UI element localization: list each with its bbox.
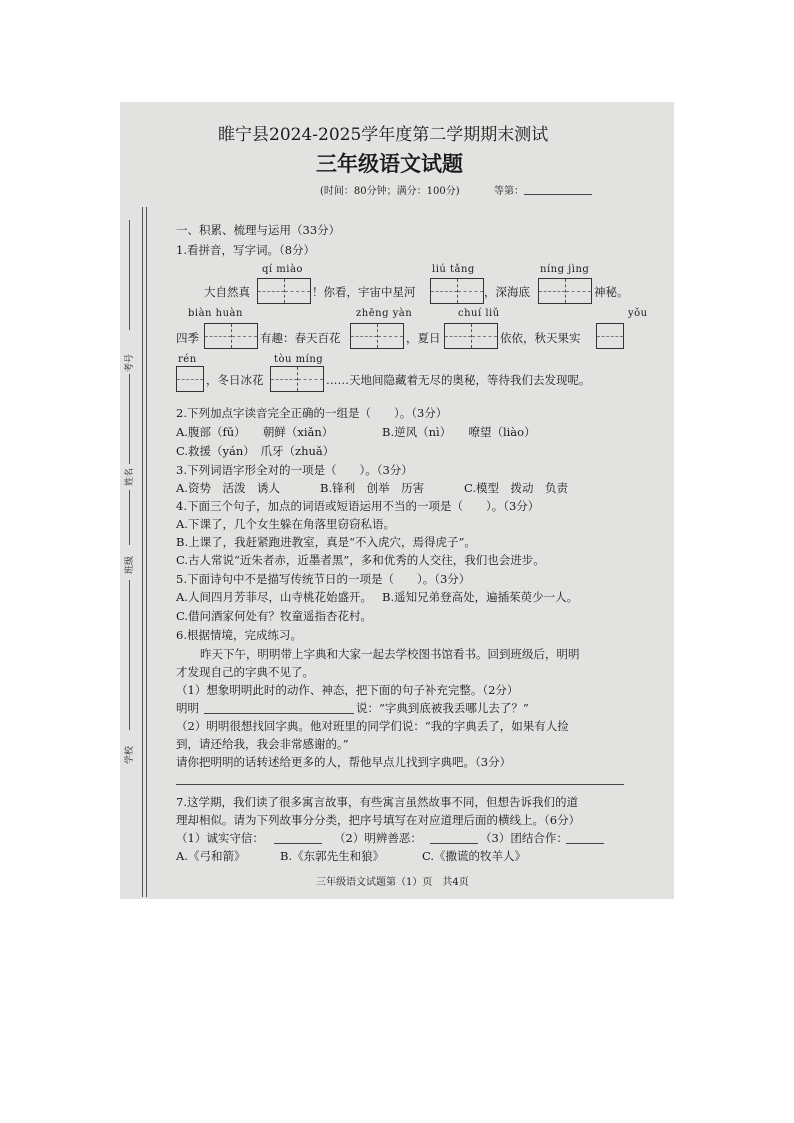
- exam-sheet: [120, 102, 674, 899]
- q7-blank-2[interactable]: [430, 843, 478, 844]
- page-footer: 三年级语文试题第（1）页 共4页: [316, 877, 469, 888]
- pinyin-liu-tang: liú tǎng: [432, 264, 475, 275]
- q4-stem: 4.下面三个句子，加点的词语或短语运用不当的一项是（ ）。（3分）: [176, 499, 540, 513]
- write-grid-you[interactable]: [596, 323, 624, 349]
- q6-sub2-line-3: 请你把明明的话转述给更多的人，帮他早点儿找到字典吧。（3分）: [176, 755, 512, 769]
- q1-text-2b: 有趣：春天百花: [260, 331, 341, 345]
- q4-option-c[interactable]: C.古人常说“近朱者赤，近墨者黑”，多和优秀的人交往，我们也会进步。: [176, 553, 545, 567]
- q1-text-1c: ，深海底: [484, 285, 530, 299]
- school-blank[interactable]: [129, 580, 130, 730]
- pinyin-qi-miao: qí miào: [262, 264, 303, 275]
- q5-option-b[interactable]: B.遥知兄弟登高处，遍插茱萸少一人。: [382, 590, 579, 604]
- write-grid-qi-miao[interactable]: [257, 278, 311, 304]
- q6-sub1: （1）想象明明此时的动作、神态，把下面的句子补充完整。（2分）: [176, 683, 519, 697]
- q3-option-b[interactable]: B.锋利 创举 历害: [320, 481, 425, 495]
- pinyin-you: yǒu: [628, 308, 648, 319]
- q2-option-b[interactable]: B.逆风（nì） 嘹望（liào）: [382, 425, 536, 439]
- q4-option-a[interactable]: A.下课了，几个女生躲在角落里窃窃私语。: [176, 517, 395, 531]
- exam-title: 睢宁县2024-2025学年度第二学期期末测试: [218, 125, 549, 145]
- q2-stem: 2.下列加点字读音完全正确的一组是（ ）。（3分）: [176, 406, 448, 420]
- pinyin-ren: rén: [178, 354, 197, 365]
- binding-line-right: [146, 207, 147, 897]
- q7-option-c: C.《撒谎的牧羊人》: [422, 849, 527, 863]
- write-grid-liu-tang[interactable]: [430, 278, 484, 304]
- exam-subtitle: 三年级语文试题: [316, 151, 463, 176]
- q6-sub2-line-1: （2）明明很想找回字典。他对班里的同学们说：“我的字典丢了，如果有人捡: [176, 719, 569, 733]
- q7-stem-line-2: 理却相似。请为下列故事分分类，把序号填写在对应道理后面的横线上。（6分）: [176, 813, 581, 827]
- q1-text-3b: ……天地间隐藏着无尽的奥秘，等待我们去发现呢。: [326, 373, 591, 387]
- q5-stem: 5.下面诗句中不是描写传统节日的一项是（ ）。（3分）: [176, 572, 471, 586]
- pinyin-bian-huan: biàn huàn: [188, 308, 243, 319]
- q2-option-a[interactable]: A.腹部（fū） 朝鲜（xiǎn）: [176, 425, 334, 439]
- q6-sub2-line-2: 到，请还给我，我会非常感谢的。”: [176, 737, 349, 751]
- q4-option-b[interactable]: B.上课了，我赶紧跑进教室，真是“不入虎穴，焉得虎子”。: [176, 535, 476, 549]
- write-grid-ren[interactable]: [176, 366, 204, 392]
- section-1-title: 一、积累、梳理与运用（33分）: [176, 223, 341, 237]
- exam-meta: (时间：80分钟；满分：100分): [320, 186, 460, 197]
- write-grid-zheng-yan[interactable]: [350, 323, 404, 349]
- q5-option-c[interactable]: C.借问酒家何处有？牧童遥指杏花村。: [176, 609, 373, 623]
- class-blank[interactable]: [129, 490, 130, 545]
- q1-text-2d: 依依，秋天果实: [500, 331, 581, 345]
- q7-blank-1[interactable]: [274, 843, 322, 844]
- q6-sub1-prefix: 明明: [176, 701, 199, 715]
- q7-blank-3[interactable]: [566, 843, 604, 844]
- write-grid-tou-ming[interactable]: [270, 366, 324, 392]
- q1-text-3a: ，冬日冰花: [206, 373, 264, 387]
- q3-stem: 3.下列词语字形全对的一项是（ ）。（3分）: [176, 463, 413, 477]
- q7-category-1: （1）诚实守信：: [176, 831, 264, 845]
- q6-stem: 6.根据情境，完成练习。: [176, 628, 302, 642]
- margin-exam-no: 考号: [125, 353, 135, 372]
- q6-passage-line-2: 才发现自己的字典不见了。: [176, 665, 314, 679]
- q7-category-2: （2）明辨善恶：: [334, 831, 422, 845]
- q1-text-2c: ，夏日: [406, 331, 441, 345]
- q3-option-c[interactable]: C.模型 拨动 负责: [464, 481, 569, 495]
- write-grid-ning-jing[interactable]: [538, 278, 592, 304]
- grade-label: 等第：: [494, 186, 524, 197]
- q1-text-1a: 大自然真: [204, 285, 250, 299]
- q7-option-b: B.《东郭先生和狼》: [280, 849, 385, 863]
- pinyin-chui-liu: chuí liǔ: [458, 308, 500, 319]
- q6-sub1-answer-blank[interactable]: [204, 713, 354, 714]
- q1-text-2a: 四季: [176, 331, 199, 345]
- q7-option-a: A.《弓和箭》: [176, 849, 246, 863]
- q6-sub2-answer-line[interactable]: [176, 784, 624, 785]
- pinyin-ning-jing: níng jìng: [540, 264, 590, 275]
- q7-category-3: （3）团结合作：: [480, 831, 568, 845]
- exam-no-blank[interactable]: [129, 220, 130, 330]
- q1-text-1b: ！你看，宇宙中星河: [312, 285, 416, 299]
- q3-option-a[interactable]: A.资势 活泼 诱人: [176, 481, 280, 495]
- q1-stem: 1.看拼音，写字词。（8分）: [176, 243, 316, 257]
- write-grid-bian-huan[interactable]: [204, 323, 258, 349]
- margin-class: 班级: [125, 555, 135, 574]
- pinyin-zheng-yan: zhēng yàn: [356, 308, 413, 319]
- pinyin-tou-ming: tòu míng: [274, 354, 324, 365]
- q6-passage-line-1: 昨天下午，明明带上字典和大家一起去学校图书馆看书。回到班级后，明明: [200, 647, 580, 661]
- margin-school: 学校: [125, 745, 135, 764]
- name-blank[interactable]: [129, 374, 130, 464]
- write-grid-chui-liu[interactable]: [444, 323, 498, 349]
- q2-option-c[interactable]: C.救援（yán） 爪牙（zhuǎ）: [176, 444, 335, 458]
- q5-option-a[interactable]: A.人间四月芳菲尽，山寺桃花始盛开。: [176, 590, 372, 604]
- q6-sub1-suffix: 说：“字典到底被我丢哪儿去了？”: [356, 701, 529, 715]
- q1-text-1d: 神秘。: [594, 285, 629, 299]
- margin-name: 姓名: [125, 467, 135, 486]
- q7-stem-line-1: 7.这学期，我们读了很多寓言故事，有些寓言虽然故事不同，但想告诉我们的道: [176, 795, 578, 809]
- binding-line-left: [142, 207, 143, 897]
- grade-blank[interactable]: [524, 194, 592, 195]
